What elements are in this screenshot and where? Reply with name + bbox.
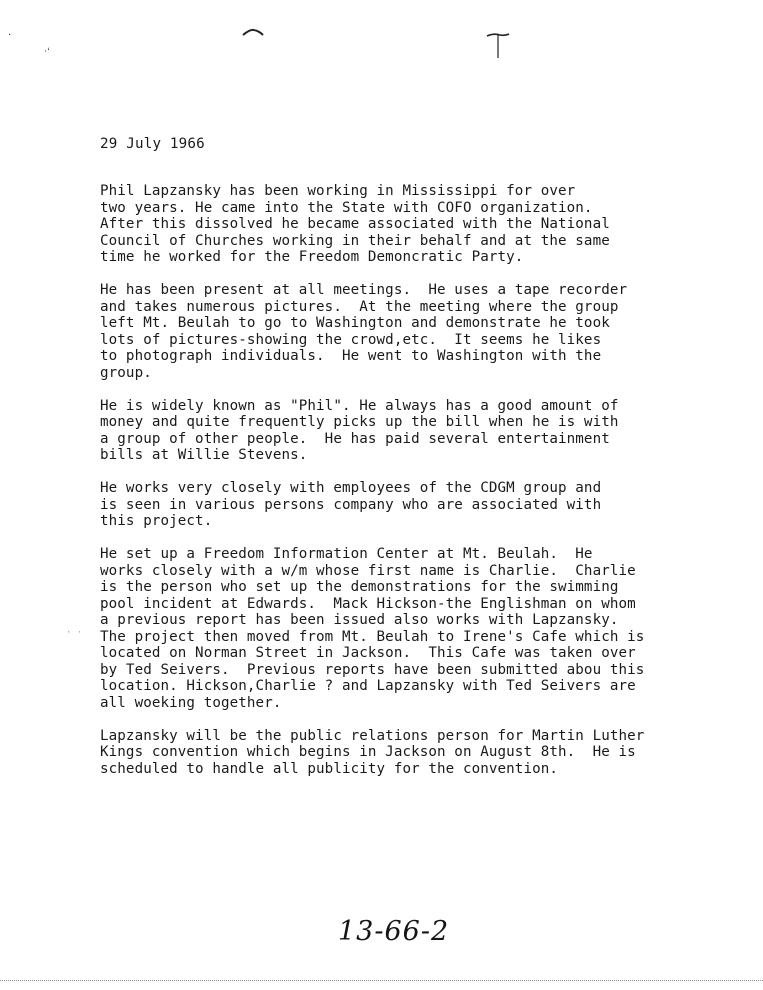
pen-t-mark [484, 30, 512, 60]
text-line: is seen in various persons company who are associated with [100, 496, 602, 513]
text-line: two years. He came into the State with COFO organization. [100, 199, 593, 216]
text-line: lots of pictures-showing the crowd,etc. It seems he likes [100, 331, 602, 348]
text-line: location. Hickson,Charlie ? and Lapzansky with Ted Seivers are [100, 678, 636, 694]
handwritten-file-number: 13-66-2 [338, 916, 450, 947]
text-line: a previous report has been issued also works with Lapzansky. [100, 612, 619, 628]
text-line: Kings convention which begins in Jackson on August 8th. He is [100, 744, 636, 760]
text-line: pool incident at Edwards. Mack Hickson-the Englishman on whom [100, 595, 636, 612]
text-line: and takes numerous pictures. At the meeting where the group [100, 298, 619, 315]
text-line: time he worked for the Freedom Demoncratic Party. [100, 249, 524, 265]
text-line: The project then moved from Mt. Beulah to Irene's Cafe which is [100, 628, 645, 645]
page-edge-rule [0, 980, 763, 981]
paragraph-3 [100, 398, 700, 464]
pen-stroke-mark [242, 28, 264, 36]
document-body [100, 183, 700, 794]
text-line: He has been present at all meetings. He uses a tape recorder [100, 282, 628, 298]
text-line: He set up a Freedom Information Center at Mt. Beulah. He [100, 546, 593, 562]
paragraph-1 [100, 183, 700, 266]
text-line: by Ted Seivers. Previous reports have been submitted abou this [100, 661, 645, 678]
text-line: He works very closely with employees of the CDGM group and [100, 480, 602, 496]
paragraph-5 [100, 546, 700, 711]
text-line: all woeking together. [100, 694, 282, 711]
text-line: Lapzansky will be the public relations person for Martin Luther [100, 727, 645, 744]
text-line: works closely with a w/m whose first name is Charlie. Charlie [100, 562, 636, 579]
paragraph-6 [100, 728, 700, 778]
paragraph-4 [100, 480, 700, 530]
text-line: He is widely known as "Phil". He always has a good amount of [100, 397, 619, 414]
text-line: a group of other people. He has paid several entertainment [100, 430, 610, 447]
text-line: to photograph individuals. He went to Washington with the [100, 348, 602, 364]
text-line: group. [100, 364, 152, 381]
text-line: left Mt. Beulah to go to Washington and demonstrate he took [100, 315, 610, 331]
text-line: scheduled to handle all publicity for the convention. [100, 760, 559, 777]
text-line: Council of Churches working in their behalf and at the same [100, 232, 610, 249]
text-line: is the person who set up the demonstrations for the swimming [100, 579, 619, 595]
document-date: 29 July 1966 [100, 136, 205, 152]
text-line: Phil Lapzansky has been working in Mississippi for over [100, 183, 576, 199]
text-line: located on Norman Street in Jackson. This Cafe was taken over [100, 645, 636, 661]
margin-mark: ·‘ [44, 46, 50, 56]
text-line: After this dissolved he became associated with the National [100, 216, 610, 232]
margin-speck: · · [66, 628, 83, 638]
text-line: this project. [100, 513, 213, 529]
margin-mark: · [8, 30, 12, 41]
text-line: money and quite frequently picks up the bill when he is with [100, 414, 619, 430]
paragraph-2 [100, 282, 700, 381]
text-line: bills at Willie Stevens. [100, 447, 308, 463]
